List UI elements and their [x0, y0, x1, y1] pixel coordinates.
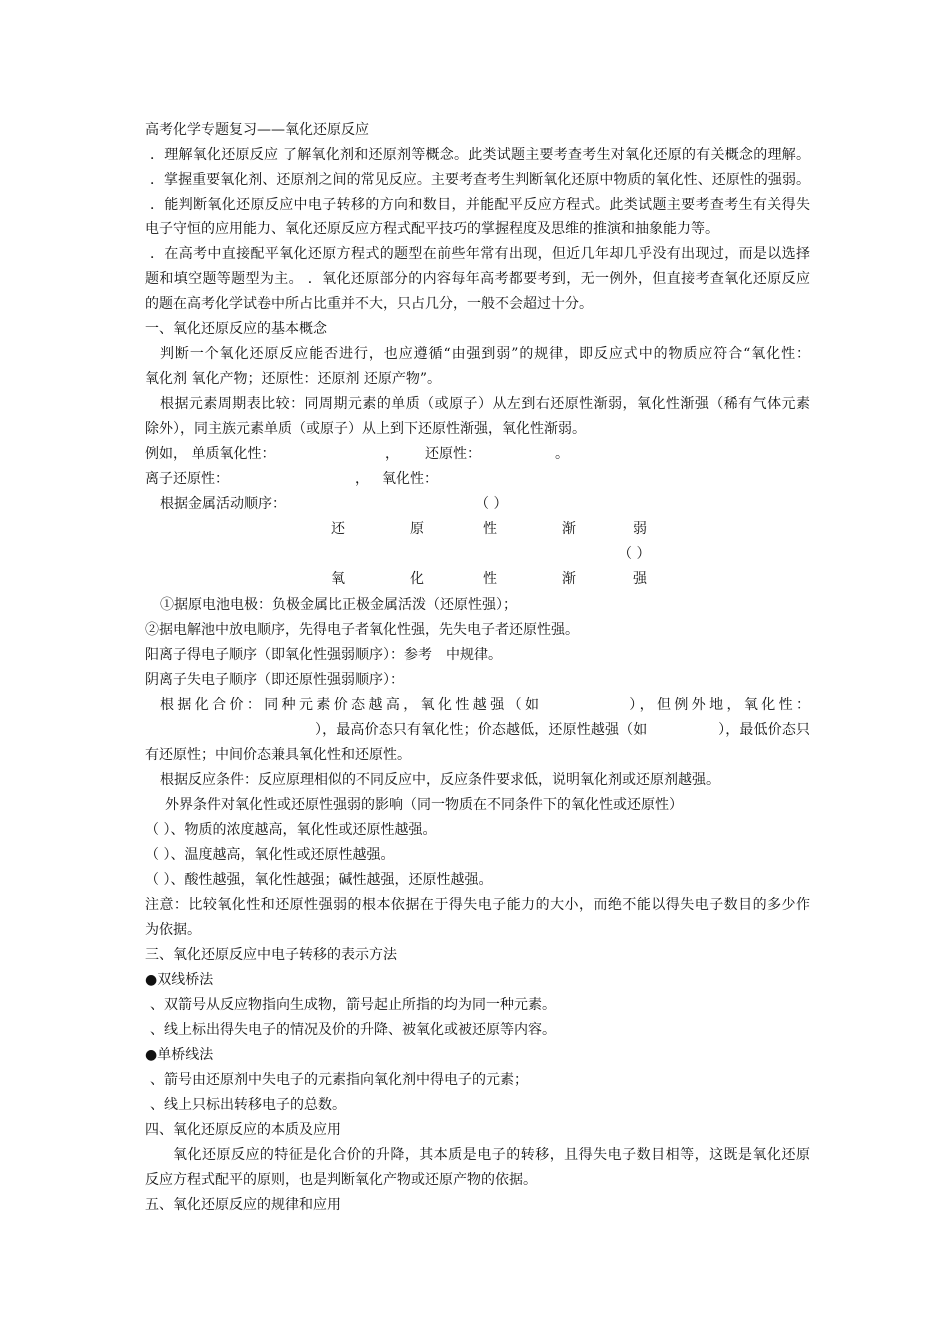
section1-heading: 一、氧化还原反应的基本概念 [145, 321, 327, 337]
row1-char-2: 原 [410, 521, 424, 537]
row1-char-5: 弱 [633, 521, 647, 537]
cation-order: 阳离子得电子顺序（即氧化性强弱顺序）：参考 中规律。 [145, 647, 502, 663]
metal-order-label: 根据金属活动顺序： [160, 496, 286, 512]
row2-char-4: 渐 [562, 571, 576, 587]
external-conditions: 外界条件对氧化性或还原性强弱的影响（同一物质在不同条件下的氧化性或还原性） [165, 797, 683, 813]
valence-line-b: ），最高价态只有氧化性；价态越低，还原性越强（如 ），最低价态只 [315, 722, 810, 738]
external-item-1: （ ）、物质的浓度越高，氧化性或还原性越强。 [145, 822, 437, 838]
external-item-2: （ ）、温度越高，氧化性或还原性越强。 [145, 847, 395, 863]
row1-char-3: 性 [483, 521, 497, 537]
galvanic-cell-rule: ①据原电池电极：负极金属比正极金属活泼（还原性强）； [160, 597, 517, 613]
single-bridge-heading: ●单桥线法 [145, 1047, 214, 1063]
intro-line-4: 电子守恒的应用能力、氧化还原反应方程式配平技巧的掌握程度及思维的推演和抽象能力等。 [145, 221, 719, 237]
s1-paragraph-1a: 判断一个氧化还原反应能否进行，也应遵循“由强到弱”的规律，即反应式中的物质应符合“氧化性： [160, 346, 810, 362]
metal-paren-2: （ ） [618, 546, 651, 562]
condition-rule: 根据反应条件：反应原理相似的不同反应中，反应条件要求低，说明氧化剂或还原剂越强。 [160, 772, 720, 788]
row1-char-4: 渐 [562, 521, 576, 537]
row2-char-5: 强 [633, 571, 647, 587]
intro-line-5: ．在高考中直接配平氧化还原方程式的题型在前些年常有出现，但近几年却几乎没有出现过，而是以选择 [150, 246, 810, 262]
intro-line-7: 的题在高考化学试卷中所占比重并不大，只占几分，一般不会超过十分。 [145, 296, 593, 312]
s1-paragraph-2a: 根据元素周期表比较：同周期元素的单质（或原子）从左到右还原性渐弱，氧化性渐强（稀有气体元素 [160, 396, 810, 412]
example-label: 例如， 单质氧化性： [145, 446, 276, 462]
external-item-3: （ ）、酸性越强，氧化性越强；碱性越强，还原性越强。 [145, 872, 493, 888]
row1-char-1: 还 [331, 521, 345, 537]
metal-paren-1: （ ） [475, 496, 508, 512]
s1-paragraph-2b: 除外），同主族元素单质（或原子）从上到下还原性渐强，氧化性渐弱。 [145, 421, 586, 437]
intro-line-2: ．掌握重要氧化剂、还原剂之间的常见反应。主要考查考生判断氧化还原中物质的氧化性、还原性的强弱。 [150, 172, 810, 188]
row2-char-1: 氧 [331, 571, 345, 587]
double-bridge-heading: ●双线桥法 [145, 972, 214, 988]
ion-reduce-label: 离子还原性： [145, 471, 229, 487]
row2-char-2: 化 [410, 571, 424, 587]
electrolysis-rule: ②据电解池中放电顺序，先得电子者氧化性强，先失电子者还原性强。 [145, 622, 579, 638]
single-bridge-item-1: 、箭号由还原剂中失电子的元素指向氧化剂中得电子的元素； [150, 1072, 528, 1088]
row2-char-3: 性 [483, 571, 497, 587]
document-title: 高考化学专题复习——氧化还原反应 [145, 122, 369, 138]
section4-heading: 四、氧化还原反应的本质及应用 [145, 1122, 341, 1138]
valence-line-a: 根据化合价：同种元素价态越高，氧化性越强（如 ），但例外地，氧化性： [160, 697, 810, 713]
intro-line-1: ．理解氧化还原反应 了解氧化剂和还原剂等概念。此类试题主要考查考生对氧化还原的有关概念的理解。 [150, 147, 810, 163]
example-reduce-label: 还原性： [425, 446, 481, 462]
s4-paragraph-a: 氧化还原反应的特征是化合价的升降，其本质是电子的转移，且得失电子数目相等，这既是氧化还原 [173, 1147, 810, 1163]
ion-comma: ， [355, 471, 369, 487]
double-bridge-item-2: 、线上标出得失电子的情况及价的升降、被氧化或被还原等内容。 [150, 1022, 556, 1038]
s1-paragraph-1b: 氧化剂 氧化产物；还原性：还原剂 还原产物”。 [145, 371, 442, 387]
note-line-b: 为依据。 [145, 922, 201, 938]
ion-oxid-label: 氧化性： [382, 471, 438, 487]
note-line-a: 注意：比较氧化性和还原性强弱的根本依据在于得失电子能力的大小，而绝不能以得失电子数目的多少作 [145, 897, 810, 913]
valence-line-c: 有还原性；中间价态兼具氧化性和还原性。 [145, 747, 411, 763]
intro-line-3: ．能判断氧化还原反应中电子转移的方向和数目，并能配平反应方程式。此类试题主要考查考生有关得失 [150, 197, 810, 213]
example-end: 。 [555, 446, 569, 462]
section3-heading: 三、氧化还原反应中电子转移的表示方法 [145, 947, 397, 963]
double-bridge-item-1: 、双箭号从反应物指向生成物，箭号起止所指的均为同一种元素。 [150, 997, 556, 1013]
anion-order: 阴离子失电子顺序（即还原性强弱顺序）： [145, 672, 404, 688]
example-comma: ， [385, 446, 399, 462]
s4-paragraph-b: 反应方程式配平的原则，也是判断氧化产物或还原产物的依据。 [145, 1172, 537, 1188]
single-bridge-item-2: 、线上只标出转移电子的总数。 [150, 1097, 346, 1113]
intro-line-6: 题和填空题等题型为主。 ．氧化还原部分的内容每年高考都要考到，无一例外，但直接考查氧化还原反应 [145, 271, 810, 287]
section5-heading: 五、氧化还原反应的规律和应用 [145, 1197, 341, 1213]
